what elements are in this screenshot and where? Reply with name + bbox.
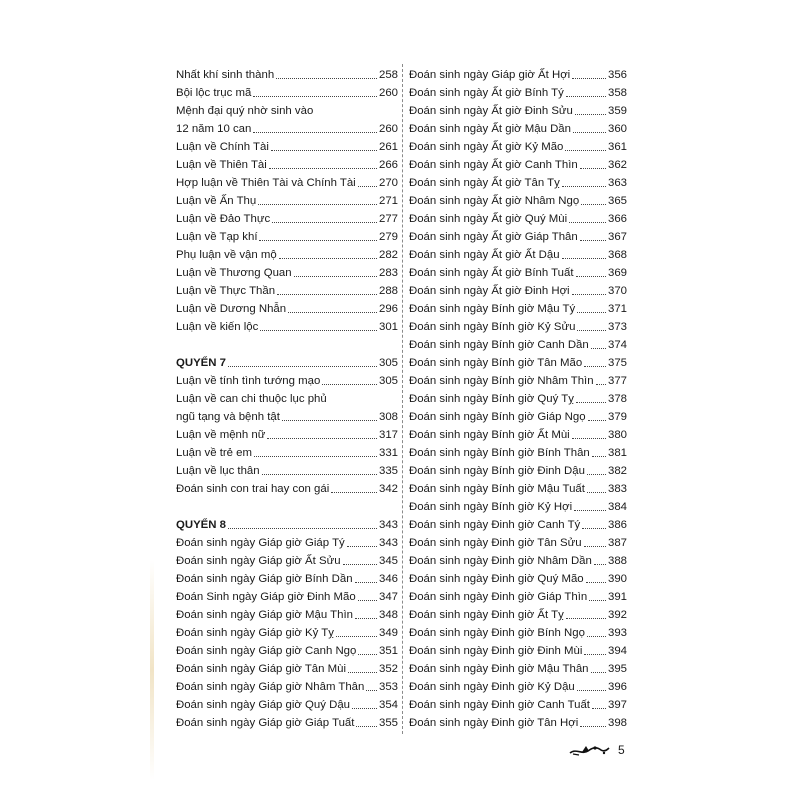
toc-entry-page: 258	[378, 69, 398, 81]
toc-entry	[409, 606, 627, 624]
toc-entry	[409, 138, 627, 156]
dot-leader	[584, 654, 606, 655]
dot-leader	[276, 78, 377, 79]
toc-entry-title: Luận về Thực Thần	[176, 285, 276, 297]
toc-entry-page: 288	[378, 285, 398, 297]
toc-entry-title: Đoán sinh ngày Bính giờ Kỷ Sửu	[409, 321, 576, 333]
toc-entry-page: 266	[378, 159, 398, 171]
toc-entry	[176, 390, 398, 408]
toc-entry	[176, 66, 398, 84]
toc-entry	[409, 156, 627, 174]
dot-leader	[258, 204, 377, 205]
toc-entry	[176, 156, 398, 174]
toc-entry	[176, 210, 398, 228]
toc-entry-page: 305	[378, 357, 398, 369]
toc-entry-page: 397	[607, 699, 627, 711]
dot-leader	[566, 96, 606, 97]
toc-entry	[409, 408, 627, 426]
toc-entry-title: Hợp luận về Thiên Tài và Chính Tài	[176, 177, 356, 189]
toc-entry	[409, 480, 627, 498]
toc-entry-title: ngũ tạng và bệnh tật	[176, 411, 280, 423]
dot-leader	[594, 564, 606, 565]
toc-entry	[176, 300, 398, 318]
dot-leader	[366, 690, 377, 691]
dot-leader	[253, 132, 377, 133]
dot-leader	[592, 456, 606, 457]
dot-leader	[336, 636, 377, 637]
toc-entry-title: Đoán sinh ngày Bính giờ Kỷ Hợi	[409, 501, 573, 513]
toc-entry	[176, 174, 398, 192]
toc-entry-page: 374	[607, 339, 627, 351]
page-number: 5	[618, 743, 625, 757]
toc-entry-title: Đoán sinh ngày Ất giờ Bính Tý	[409, 87, 564, 99]
dot-leader	[228, 366, 377, 367]
toc-entry-page: 296	[378, 303, 398, 315]
toc-entry-page: 366	[607, 213, 627, 225]
toc-entry-page: 270	[378, 177, 398, 189]
dot-leader	[347, 546, 377, 547]
toc-entry	[409, 588, 627, 606]
dot-leader	[592, 708, 606, 709]
toc-entry-title: Đoán sinh ngày Bính giờ Đinh Dậu	[409, 465, 585, 477]
toc-entry-page: 346	[378, 573, 398, 585]
toc-entry	[409, 282, 627, 300]
dot-leader	[288, 312, 377, 313]
toc-entry-page: 317	[378, 429, 398, 441]
dot-leader	[586, 582, 606, 583]
dot-leader	[259, 240, 377, 241]
dot-leader	[228, 528, 377, 529]
toc-entry-title: Đoán sinh con trai hay con gái	[176, 483, 330, 495]
toc-entry-title: Đoán sinh ngày Ất giờ Giáp Thân	[409, 231, 578, 243]
dot-leader	[587, 636, 606, 637]
toc-left-column	[176, 66, 398, 732]
toc-entry-title: Đoán sinh ngày Giáp giờ Canh Ngọ	[176, 645, 357, 657]
toc-entry-title: Luận về Chính Tài	[176, 141, 269, 153]
section-gap	[176, 498, 398, 516]
toc-entry-page: 395	[607, 663, 627, 675]
toc-entry	[176, 444, 398, 462]
page-edge-shade	[150, 560, 154, 780]
toc-entry	[409, 318, 627, 336]
toc-entry-page: 377	[607, 375, 627, 387]
column-divider	[402, 64, 403, 734]
dot-leader	[269, 168, 377, 169]
dot-leader	[279, 258, 377, 259]
toc-entry	[176, 246, 398, 264]
toc-entry-page: 369	[607, 267, 627, 279]
dot-leader	[262, 474, 377, 475]
toc-entry-page: 355	[378, 717, 398, 729]
toc-entry-title: Đoán sinh ngày Ất giờ Tân Tỵ	[409, 177, 560, 189]
dot-leader	[343, 564, 377, 565]
toc-entry-page: 379	[607, 411, 627, 423]
toc-entry	[409, 462, 627, 480]
toc-entry	[409, 390, 627, 408]
toc-entry-title: QUYỂN 7	[176, 357, 227, 369]
toc-entry-page: 384	[607, 501, 627, 513]
toc-entry	[176, 714, 398, 732]
dot-leader	[591, 672, 606, 673]
toc-entry	[176, 102, 398, 120]
toc-entry-title: 12 năm 10 can	[176, 123, 252, 135]
dot-leader	[271, 150, 377, 151]
toc-entry-title: Luận về can chi thuộc lục phủ	[176, 393, 327, 405]
toc-entry-title: Đoán sinh ngày Bính giờ Tân Mão	[409, 357, 583, 369]
toc-entry-title: Đoán sinh ngày Đinh giờ Mậu Thân	[409, 663, 589, 675]
dot-leader	[272, 222, 377, 223]
dot-leader	[352, 708, 377, 709]
toc-entry	[409, 300, 627, 318]
toc-entry	[409, 516, 627, 534]
toc-entry-title: Đoán sinh ngày Ất giờ Mậu Dần	[409, 123, 571, 135]
toc-entry	[176, 192, 398, 210]
toc-entry-title: Đoán sinh ngày Đinh giờ Đinh Mùi	[409, 645, 583, 657]
toc-entry-page: 305	[378, 375, 398, 387]
toc-entry-page: 260	[378, 123, 398, 135]
toc-entry-title: Nhất khí sinh thành	[176, 69, 275, 81]
toc-entry-title: Luận về Đảo Thực	[176, 213, 271, 225]
toc-entry	[176, 84, 398, 102]
toc-entry-page: 381	[607, 447, 627, 459]
toc-entry	[409, 534, 627, 552]
dot-leader	[580, 240, 606, 241]
dot-leader	[574, 510, 606, 511]
dot-leader	[358, 186, 377, 187]
toc-entry-title: Đoán sinh ngày Đinh giờ Bính Ngọ	[409, 627, 585, 639]
toc-entry	[176, 642, 398, 660]
toc-entry-page: 368	[607, 249, 627, 261]
dot-leader	[253, 96, 377, 97]
dot-leader	[588, 420, 606, 421]
toc-entry-page: 392	[607, 609, 627, 621]
toc-entry	[176, 282, 398, 300]
toc-entry-title: Đoán sinh ngày Giáp giờ Mậu Thìn	[176, 609, 353, 621]
toc-entry	[176, 606, 398, 624]
toc-entry-title: Đoán sinh ngày Giáp giờ Tân Mùi	[176, 663, 346, 675]
dot-leader	[577, 690, 606, 691]
dot-leader	[322, 384, 377, 385]
toc-entry-title: Phụ luận về vận mộ	[176, 249, 277, 261]
toc-entry	[409, 426, 627, 444]
toc-entry-page: 378	[607, 393, 627, 405]
toc-entry-title: Đoán sinh ngày Ất giờ Bính Tuất	[409, 267, 574, 279]
toc-entry-page: 271	[378, 195, 398, 207]
toc-entry-title: Đoán sinh ngày Bính giờ Bính Thân	[409, 447, 590, 459]
dot-leader	[576, 402, 606, 403]
toc-entry	[409, 102, 627, 120]
toc-entry-page: 365	[607, 195, 627, 207]
toc-entry	[409, 210, 627, 228]
toc-entry	[409, 174, 627, 192]
toc-entry-page: 391	[607, 591, 627, 603]
toc-entry-title: Đoán sinh ngày Ất giờ Ất Dậu	[409, 249, 560, 261]
toc-entry-page: 260	[378, 87, 398, 99]
toc-entry-title: Đoán sinh ngày Ất giờ Quý Mùi	[409, 213, 568, 225]
dot-leader	[569, 222, 606, 223]
dot-leader	[584, 546, 606, 547]
toc-entry	[409, 678, 627, 696]
toc-entry	[409, 336, 627, 354]
toc-entry-title: Đoán sinh ngày Bính giờ Mậu Tuất	[409, 483, 585, 495]
toc-entry	[409, 498, 627, 516]
toc-entry-page: 386	[607, 519, 627, 531]
toc-entry	[176, 318, 398, 336]
dot-leader	[587, 492, 606, 493]
toc-entry-title: Luận về tính tình tướng mạo	[176, 375, 321, 387]
dot-leader	[596, 384, 606, 385]
toc-entry-title: Đoán sinh ngày Đinh giờ Ất Tỵ	[409, 609, 564, 621]
toc-entry	[409, 372, 627, 390]
toc-entry-page: 279	[378, 231, 398, 243]
toc-entry-title: Đoán sinh ngày Bính giờ Mậu Tý	[409, 303, 576, 315]
toc-entry-title: Đoán sinh ngày Ất giờ Nhâm Ngọ	[409, 195, 580, 207]
toc-entry	[409, 66, 627, 84]
toc-entry-title: Đoán sinh ngày Đinh giờ Tân Hợi	[409, 717, 579, 729]
toc-entry-title: Đoán Sinh ngày Giáp giờ Đinh Mão	[176, 591, 356, 603]
toc-entry-page: 351	[378, 645, 398, 657]
toc-entry-title: Luận về kiến lộc	[176, 321, 259, 333]
toc-entry	[176, 570, 398, 588]
dot-leader	[565, 150, 606, 151]
toc-entry-page: 360	[607, 123, 627, 135]
toc-entry	[409, 624, 627, 642]
toc-entry-title: Đoán sinh ngày Giáp giờ Nhâm Thân	[176, 681, 365, 693]
toc-entry	[176, 426, 398, 444]
toc-entry-page: 382	[607, 465, 627, 477]
toc-entry	[409, 354, 627, 372]
toc-section-heading	[176, 354, 398, 372]
dot-leader	[282, 420, 377, 421]
toc-entry-page: 398	[607, 717, 627, 729]
toc-entry-page: 343	[378, 537, 398, 549]
toc-entry-title: Luận về trẻ em	[176, 447, 252, 459]
toc-entry-page: 308	[378, 411, 398, 423]
toc-entry-page: 390	[607, 573, 627, 585]
toc-entry	[409, 228, 627, 246]
toc-section-heading	[176, 516, 398, 534]
toc-entry-title: Luận về mệnh nữ	[176, 429, 266, 441]
toc-entry	[176, 588, 398, 606]
dot-leader	[254, 456, 377, 457]
toc-entry-title: Đoán sinh ngày Đinh giờ Kỷ Dậu	[409, 681, 575, 693]
toc-entry-page: 359	[607, 105, 627, 117]
toc-entry-page: 362	[607, 159, 627, 171]
toc-entry-title: Đoán sinh ngày Giáp giờ Giáp Tuất	[176, 717, 355, 729]
toc-entry-title: Đoán sinh ngày Đinh giờ Giáp Thìn	[409, 591, 588, 603]
toc-entry-title: Đoán sinh ngày Ất giờ Kỷ Mão	[409, 141, 564, 153]
toc-entry-title: Luận về Dương Nhẫn	[176, 303, 287, 315]
dot-leader	[580, 726, 606, 727]
toc-entry	[409, 714, 627, 732]
toc-entry-title: Đoán sinh ngày Ất giờ Đinh Hợi	[409, 285, 570, 297]
toc-entry	[409, 642, 627, 660]
toc-entry-page: 393	[607, 627, 627, 639]
toc-entry-title: Đoán sinh ngày Bính giờ Quý Tỵ	[409, 393, 574, 405]
toc-entry-page: 383	[607, 483, 627, 495]
toc-entry-page: 375	[607, 357, 627, 369]
toc-entry	[409, 696, 627, 714]
toc-entry-page: 396	[607, 681, 627, 693]
dot-leader	[573, 132, 606, 133]
dot-leader	[572, 438, 606, 439]
toc-entry-title: Luận về Ấn Thụ	[176, 195, 257, 207]
toc-entry-title: Đoán sinh ngày Giáp giờ Ất Sửu	[176, 555, 341, 567]
toc-entry-page: 348	[378, 609, 398, 621]
toc-entry	[409, 84, 627, 102]
toc-entry	[176, 678, 398, 696]
toc-entry-page: 363	[607, 177, 627, 189]
toc-entry-page: 370	[607, 285, 627, 297]
toc-entry-page: 373	[607, 321, 627, 333]
dot-leader	[576, 276, 606, 277]
toc-entry-title: Luận về lục thân	[176, 465, 260, 477]
dot-leader	[580, 168, 606, 169]
dot-leader	[582, 528, 606, 529]
dot-leader	[566, 618, 606, 619]
dot-leader	[584, 366, 606, 367]
toc-entry-page: 283	[378, 267, 398, 279]
toc-entry-page: 342	[378, 483, 398, 495]
toc-entry-page: 331	[378, 447, 398, 459]
dot-leader	[294, 276, 377, 277]
dot-leader	[591, 348, 606, 349]
dot-leader	[562, 186, 606, 187]
toc-entry-page: 347	[378, 591, 398, 603]
toc-entry-page: 361	[607, 141, 627, 153]
toc-entry-page: 301	[378, 321, 398, 333]
dot-leader	[355, 618, 377, 619]
toc-entry-title: Bội lộc trục mã	[176, 87, 252, 99]
toc-entry	[409, 192, 627, 210]
dot-leader	[575, 114, 606, 115]
toc-entry	[409, 660, 627, 678]
toc-entry	[176, 462, 398, 480]
toc-entry	[176, 138, 398, 156]
dot-leader	[577, 330, 606, 331]
toc-entry-title: Luận về Thiên Tài	[176, 159, 267, 171]
toc-entry-page: 388	[607, 555, 627, 567]
dot-leader	[260, 330, 377, 331]
section-gap	[176, 336, 398, 354]
toc-entry	[176, 408, 398, 426]
toc-entry-title: Đoán sinh ngày Ất giờ Canh Thìn	[409, 159, 578, 171]
toc-entry-page: 353	[378, 681, 398, 693]
toc-entry	[176, 534, 398, 552]
dot-leader	[331, 492, 377, 493]
dot-leader	[267, 438, 377, 439]
toc-entry-page: 356	[607, 69, 627, 81]
toc-entry	[176, 228, 398, 246]
toc-entry-page: 349	[378, 627, 398, 639]
toc-entry-title: Đoán sinh ngày Bính giờ Giáp Ngọ	[409, 411, 586, 423]
toc-entry	[409, 264, 627, 282]
toc-entry-page: 352	[378, 663, 398, 675]
toc-entry-page: 371	[607, 303, 627, 315]
toc-entry-page: 354	[378, 699, 398, 711]
toc-entry-title: Mệnh đại quý nhờ sinh vào	[176, 105, 314, 117]
toc-entry-title: Luận về Thương Quan	[176, 267, 292, 279]
toc-entry	[409, 570, 627, 588]
toc-entry-title: Đoán sinh ngày Giáp giờ Quý Dậu	[176, 699, 350, 711]
dot-leader	[358, 600, 377, 601]
dot-leader	[355, 582, 377, 583]
toc-entry-page: 367	[607, 231, 627, 243]
toc-entry-title: QUYỂN 8	[176, 519, 227, 531]
dot-leader	[581, 204, 606, 205]
toc-entry-title: Đoán sinh ngày Đinh giờ Canh Tý	[409, 519, 581, 531]
toc-entry-page: 380	[607, 429, 627, 441]
toc-entry-title: Đoán sinh ngày Đinh giờ Tân Sửu	[409, 537, 582, 549]
toc-entry-title: Đoán sinh ngày Đinh giờ Nhâm Dần	[409, 555, 592, 567]
toc-entry	[409, 552, 627, 570]
dot-leader	[572, 294, 606, 295]
toc-entry	[176, 372, 398, 390]
toc-entry-title: Đoán sinh ngày Giáp giờ Kỷ Tỵ	[176, 627, 334, 639]
toc-entry-title: Đoán sinh ngày Ất giờ Đinh Sửu	[409, 105, 573, 117]
dot-leader	[589, 600, 606, 601]
toc-entry	[176, 660, 398, 678]
toc-entry-title: Đoán sinh ngày Giáp giờ Ất Hợi	[409, 69, 571, 81]
toc-entry-title: Đoán sinh ngày Giáp giờ Bính Dần	[176, 573, 353, 585]
toc-entry	[409, 120, 627, 138]
toc-entry-title: Đoán sinh ngày Bính giờ Canh Dần	[409, 339, 589, 351]
toc-right-column	[409, 66, 627, 732]
toc-entry	[176, 264, 398, 282]
toc-entry-title: Đoán sinh ngày Đinh giờ Canh Tuất	[409, 699, 590, 711]
toc-entry-title: Đoán sinh ngày Giáp giờ Giáp Tý	[176, 537, 345, 549]
toc-entry	[409, 444, 627, 462]
toc-entry-page: 394	[607, 645, 627, 657]
dot-leader	[277, 294, 377, 295]
toc-entry-page: 261	[378, 141, 398, 153]
toc-entry-page: 345	[378, 555, 398, 567]
page-footer	[568, 742, 625, 758]
toc-entry	[409, 246, 627, 264]
dot-leader	[587, 474, 606, 475]
dot-leader	[562, 258, 606, 259]
toc-entry	[176, 552, 398, 570]
toc-entry-title: Đoán sinh ngày Bính giờ Nhâm Thìn	[409, 375, 594, 387]
dot-leader	[356, 726, 377, 727]
ornament-icon	[568, 742, 610, 758]
toc-entry	[176, 120, 398, 138]
toc-entry-page: 282	[378, 249, 398, 261]
toc-entry	[176, 696, 398, 714]
dot-leader	[572, 78, 606, 79]
dot-leader	[348, 672, 377, 673]
dot-leader	[358, 654, 377, 655]
toc-entry-page: 343	[378, 519, 398, 531]
dot-leader	[577, 312, 606, 313]
toc-entry	[176, 624, 398, 642]
toc-entry-page: 277	[378, 213, 398, 225]
toc-entry	[176, 480, 398, 498]
toc-entry-page: 358	[607, 87, 627, 99]
toc-entry-title: Luận về Tạp khí	[176, 231, 258, 243]
toc-entry-title: Đoán sinh ngày Bính giờ Ất Mùi	[409, 429, 570, 441]
toc-entry-page: 335	[378, 465, 398, 477]
toc-entry-title: Đoán sinh ngày Đinh giờ Quý Mão	[409, 573, 584, 585]
toc-entry-page: 387	[607, 537, 627, 549]
